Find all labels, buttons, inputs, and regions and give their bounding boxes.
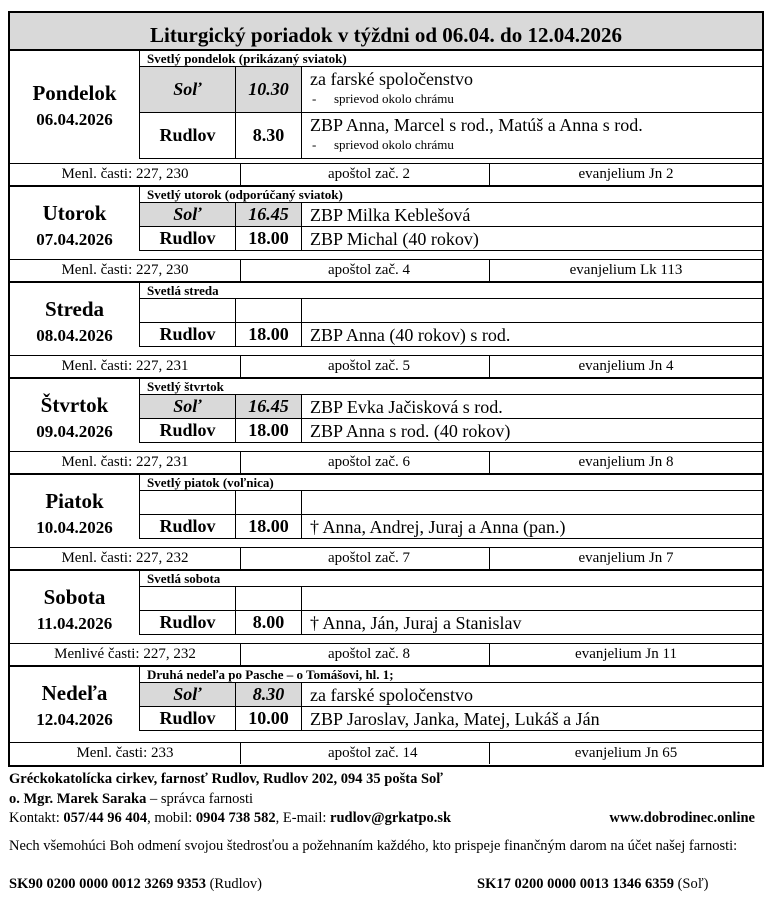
- service-intention: [302, 227, 762, 250]
- iban-sol-wrap: [477, 876, 708, 893]
- service-intention: [302, 491, 762, 514]
- readings-row: [10, 643, 762, 665]
- service-time: [236, 491, 302, 514]
- service-row: [139, 395, 762, 419]
- priest-role: – správca farnosti: [146, 791, 254, 807]
- menl-parts: Menl. časti: 227, 232: [10, 548, 241, 569]
- intention-note: - sprievod okolo chrámu: [312, 137, 454, 152]
- feast-header: Svetlý štvrtok: [139, 379, 762, 395]
- web-link[interactable]: www.dobrodinec.online: [609, 810, 755, 826]
- service-row: [139, 203, 762, 227]
- day-block: [10, 283, 762, 379]
- day-grid: [139, 379, 762, 443]
- readings-row: [10, 742, 762, 764]
- day-date: 06.04.2026: [36, 110, 113, 129]
- menl-parts: Menl. časti: 227, 231: [10, 356, 241, 377]
- apostle-reading: apoštol zač. 5: [241, 356, 490, 377]
- iban-sol-label: (Soľ): [673, 876, 709, 892]
- gospel-reading: evanjelium Jn 2: [578, 166, 674, 182]
- day-label: [10, 585, 139, 634]
- day-grid: [139, 571, 762, 635]
- service-intention: [302, 113, 762, 158]
- day-block: [10, 51, 762, 187]
- iban-rudlov: SK90 0200 0000 0012 3269 9353: [9, 876, 206, 892]
- service-time: 16.45: [236, 395, 302, 418]
- service-place: Rudlov: [140, 707, 236, 730]
- day-grid: [139, 283, 762, 347]
- service-time: 18.00: [236, 419, 302, 442]
- gospel-reading: evanjelium Lk 113: [569, 262, 683, 278]
- day-label: [10, 681, 139, 730]
- intention-text: za farské spoločenstvo: [310, 69, 473, 89]
- service-place: [140, 587, 236, 610]
- service-place: Rudlov: [140, 515, 236, 538]
- phone: 057/44 96 404: [63, 810, 148, 826]
- service-intention: [302, 395, 762, 418]
- service-intention: [302, 203, 762, 226]
- day-name: Štvrtok: [40, 393, 109, 417]
- service-row: [139, 113, 762, 159]
- service-intention: [302, 323, 762, 346]
- priest-line: [9, 791, 253, 808]
- service-place: Rudlov: [140, 227, 236, 250]
- day-date: 11.04.2026: [36, 614, 113, 633]
- email-link[interactable]: rudlov@grkatpo.sk: [330, 810, 452, 826]
- gospel-reading: evanjelium Jn 4: [578, 358, 674, 374]
- gospel-reading: evanjelium Jn 8: [578, 454, 674, 470]
- service-row: [139, 683, 762, 707]
- day-name: Sobota: [43, 585, 106, 609]
- service-row: [139, 587, 762, 611]
- schedule-table: [8, 11, 764, 767]
- service-time: 18.00: [236, 323, 302, 346]
- service-time: 10.00: [236, 707, 302, 730]
- feast-header: Druhá nedeľa po Pasche – o Tomášovi, hl. 1;: [139, 667, 762, 683]
- service-intention: [302, 587, 762, 610]
- apostle-reading: apoštol zač. 7: [241, 548, 490, 569]
- day-block: [10, 475, 762, 571]
- service-place: Soľ: [140, 203, 236, 226]
- service-intention: [302, 611, 762, 634]
- service-row: [139, 299, 762, 323]
- feast-header: Svetlá sobota: [139, 571, 762, 587]
- service-time: [236, 299, 302, 322]
- intention-note-text: sprievod okolo chrámu: [334, 137, 454, 152]
- service-time: 8.30: [236, 113, 302, 158]
- service-place: Soľ: [140, 67, 236, 112]
- apostle-reading: apoštol zač. 2: [241, 164, 490, 185]
- gospel-reading: evanjelium Jn 7: [578, 550, 674, 566]
- day-grid: [139, 475, 762, 539]
- readings-row: [10, 355, 762, 377]
- service-place: Soľ: [140, 683, 236, 706]
- service-row: [139, 419, 762, 443]
- readings-row: [10, 547, 762, 569]
- intention-note: - sprievod okolo chrámu: [312, 91, 454, 106]
- service-place: Rudlov: [140, 611, 236, 634]
- day-date: 07.04.2026: [36, 230, 113, 249]
- contact-label: Kontakt:: [9, 810, 64, 826]
- feast-header: Svetlý utorok (odporúčaný sviatok): [139, 187, 762, 203]
- menl-parts: Menlivé časti: 227, 232: [10, 644, 241, 665]
- menl-parts: Menl. časti: 233: [10, 743, 241, 764]
- contact-line: [9, 810, 755, 827]
- service-time: [236, 587, 302, 610]
- days-container: [10, 51, 762, 764]
- service-intention: [302, 67, 762, 112]
- apostle-reading: apoštol zač. 14: [241, 743, 490, 764]
- service-row: [139, 323, 762, 347]
- apostle-reading: apoštol zač. 6: [241, 452, 490, 473]
- intention-text: ZBP Michal (40 rokov): [310, 229, 479, 249]
- day-label: [10, 393, 139, 442]
- readings-row: [10, 259, 762, 281]
- service-intention: [302, 515, 762, 538]
- service-row: [139, 707, 762, 731]
- day-name: Streda: [44, 297, 105, 321]
- day-date: 12.04.2026: [36, 710, 113, 729]
- feast-header: Svetlý pondelok (prikázaný sviatok): [139, 51, 762, 67]
- gospel-reading: evanjelium Jn 11: [575, 646, 677, 662]
- service-row: [139, 611, 762, 635]
- gospel-reading: evanjelium Jn 65: [574, 745, 678, 761]
- day-label: [10, 297, 139, 346]
- day-block: [10, 379, 762, 475]
- day-name: Pondelok: [32, 81, 117, 105]
- service-time: 8.00: [236, 611, 302, 634]
- menl-parts: Menl. časti: 227, 230: [10, 260, 241, 281]
- schedule-title: Liturgický poriadok v týždni od 06.04. do 12.04.2026: [10, 13, 762, 51]
- day-label: [10, 81, 139, 130]
- service-time: 16.45: [236, 203, 302, 226]
- service-place: [140, 299, 236, 322]
- service-row: [139, 227, 762, 251]
- intention-text: ZBP Anna, Marcel s rod., Matúš a Anna s rod.: [310, 115, 643, 135]
- service-time: 18.00: [236, 227, 302, 250]
- intention-text: † Anna, Ján, Juraj a Stanislav: [310, 613, 522, 633]
- service-row: [139, 67, 762, 113]
- intention-text: ZBP Evka Jačisková s rod.: [310, 397, 503, 417]
- day-grid: [139, 667, 762, 731]
- service-time: 10.30: [236, 67, 302, 112]
- day-date: 08.04.2026: [36, 326, 113, 345]
- service-place: Rudlov: [140, 419, 236, 442]
- apostle-reading: apoštol zač. 4: [241, 260, 490, 281]
- iban-sol: SK17 0200 0000 0013 1346 6359: [477, 876, 674, 892]
- day-grid: [139, 51, 762, 159]
- day-block: [10, 571, 762, 667]
- service-place: Soľ: [140, 395, 236, 418]
- day-name: Piatok: [45, 489, 104, 513]
- intention-note-text: sprievod okolo chrámu: [334, 91, 454, 106]
- service-place: [140, 491, 236, 514]
- day-label: [10, 489, 139, 538]
- day-grid: [139, 187, 762, 251]
- menl-parts: Menl. časti: 227, 230: [10, 164, 241, 185]
- intention-text: ZBP Anna s rod. (40 rokov): [310, 421, 511, 441]
- service-row: [139, 515, 762, 539]
- service-row: [139, 491, 762, 515]
- parish-address: Gréckokatolícka cirkev, farnosť Rudlov, Rudlov 202, 094 35 pošta Soľ: [9, 771, 444, 787]
- day-name: Nedeľa: [41, 681, 108, 705]
- intention-text: ZBP Jaroslav, Janka, Matej, Lukáš a Ján: [310, 709, 600, 729]
- blessing-text: Nech všemohúci Boh odmení svojou štedrosťou a požehnaním každého, kto prispeje finančným darom na účet našej farnosti:: [9, 838, 738, 854]
- menl-parts: Menl. časti: 227, 231: [10, 452, 241, 473]
- service-place: Rudlov: [140, 113, 236, 158]
- service-time: 8.30: [236, 683, 302, 706]
- day-block: [10, 187, 762, 283]
- day-name: Utorok: [42, 201, 107, 225]
- intention-text: † Anna, Andrej, Juraj a Anna (pan.): [310, 517, 566, 537]
- intention-text: ZBP Anna (40 rokov) s rod.: [310, 325, 511, 345]
- iban-rudlov-label: (Rudlov): [205, 876, 262, 892]
- day-date: 10.04.2026: [36, 518, 113, 537]
- feast-header: Svetlá streda: [139, 283, 762, 299]
- iban-line: [9, 876, 755, 893]
- day-date: 09.04.2026: [36, 422, 113, 441]
- day-block: [10, 667, 762, 764]
- priest-name: o. Mgr. Marek Saraka: [9, 791, 147, 807]
- service-place: Rudlov: [140, 323, 236, 346]
- day-label: [10, 201, 139, 250]
- service-intention: [302, 683, 762, 706]
- feast-header: Svetlý piatok (voľnica): [139, 475, 762, 491]
- mobile: 0904 738 582: [195, 810, 276, 826]
- intention-text: ZBP Milka Keblešová: [310, 205, 471, 225]
- apostle-reading: apoštol zač. 8: [241, 644, 490, 665]
- email-label: , E-mail:: [275, 810, 331, 826]
- readings-row: [10, 163, 762, 185]
- service-intention: [302, 419, 762, 442]
- service-intention: [302, 707, 762, 730]
- readings-row: [10, 451, 762, 473]
- mobile-label: , mobil:: [147, 810, 196, 826]
- intention-text: za farské spoločenstvo: [310, 685, 473, 705]
- service-intention: [302, 299, 762, 322]
- service-time: 18.00: [236, 515, 302, 538]
